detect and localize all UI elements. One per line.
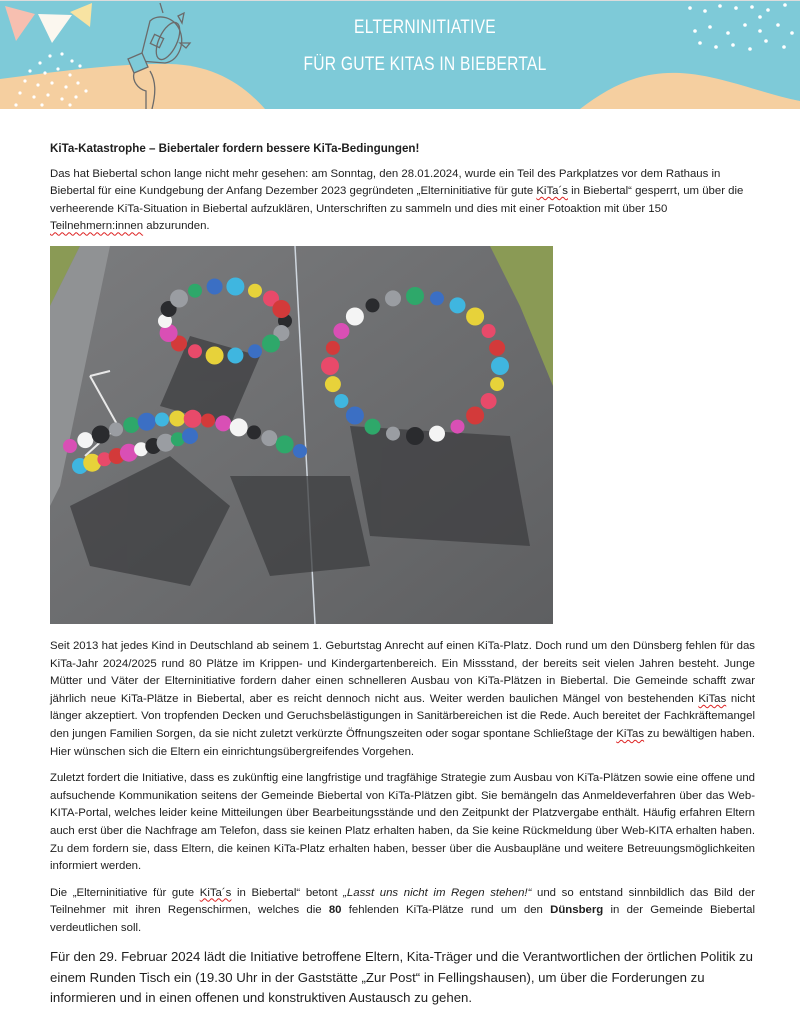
- umbrella: [261, 430, 277, 446]
- umbrella: [184, 410, 202, 428]
- umbrella: [206, 346, 224, 364]
- paragraph-1: [50, 638, 755, 761]
- umbrella: [226, 277, 244, 295]
- umbrella: [466, 307, 484, 325]
- umbrella: [366, 298, 380, 312]
- paragraph-3: [50, 885, 755, 938]
- banner-title-line1: ELTERNINITIATIVE: [354, 17, 496, 38]
- intro-text-1: Das hat Biebertal schon lange nicht mehr gesehen: am Sonntag, den 28.01.2024, wurde ein Teil des Parkplatzes vor dem Rathaus in Biebertal für eine Kundgebung der Anfang Dezember 2023 gegründeten „Elterninitiative für gute: [50, 167, 721, 198]
- umbrella: [334, 394, 348, 408]
- umbrella: [450, 297, 466, 313]
- umbrella: [77, 432, 93, 448]
- spellcheck-word: KiTas: [616, 727, 645, 740]
- paragraph-1-text-2: nicht länger akzeptiert. Von tropfenden Decken und Geruchsbelästigungen in Sanitärbereichen ist die Rede. Auch bereitet der Fachkräftemangel den jungen Familien Sorgen, da sie nicht zuletzt verkürzte Öffnungszeiten oder sogar spontane Schließtage der: [50, 692, 755, 740]
- bunting-icon: [5, 3, 92, 43]
- slogan-quote: „Lasst uns nicht im Regen stehen!“: [343, 886, 532, 899]
- umbrella: [227, 347, 243, 363]
- umbrella: [321, 357, 339, 375]
- umbrella: [201, 413, 215, 427]
- umbrella: [248, 344, 262, 358]
- umbrella: [466, 406, 484, 424]
- umbrella: [406, 427, 424, 445]
- article-body: [50, 140, 755, 1009]
- umbrella: [276, 435, 294, 453]
- paragraph-3-text-4: fehlenden KiTa-Plätze rund um den: [341, 904, 551, 917]
- umbrella: [155, 412, 169, 426]
- header-banner: [0, 0, 800, 109]
- article-headline: KiTa-Katastrophe – Biebertaler fordern bessere KiTa-Bedingungen!: [50, 142, 420, 155]
- umbrella: [385, 290, 401, 306]
- umbrella: [346, 307, 364, 325]
- intro-text-3: abzurunden.: [143, 220, 210, 233]
- umbrella: [293, 444, 307, 458]
- umbrella: [182, 428, 198, 444]
- umbrella: [346, 406, 364, 424]
- umbrella: [169, 410, 185, 426]
- umbrella: [262, 334, 280, 352]
- umbrella: [63, 439, 77, 453]
- umbrella: [230, 418, 248, 436]
- paragraph-3-text-1: Die „Elterninitiative für gute: [50, 886, 200, 899]
- spellcheck-word: KiTas: [698, 692, 727, 705]
- umbrella: [138, 413, 156, 431]
- sand-hill-right: [580, 73, 800, 109]
- umbrella: [491, 357, 509, 375]
- paragraph-1-text-1: Seit 2013 hat jedes Kind in Deutschland ab seinem 1. Geburtstag Anrecht auf einen KiTa-Platz. Doch rund um den Dünsberg fehlen für das KiTa-Jahr 2024/2025 rund 80 Plätze im Krippen- und Kindergartenbereich. Ein Missstand, der bereits seit vielen Jahren besteht. Junge Mütter und Väter der Elterninitiative fordern daher einen schnelleren Ausbau von KiTa-Plätzen in Biebertal. Die Gemeinde schafft zwar jährlich neue KiTa-Plätze in Biebertal, aber es reicht dennoch nicht aus. Weiter werden baulichen Mängel von bestehenden: [50, 639, 755, 705]
- umbrella: [248, 284, 262, 298]
- umbrella: [247, 425, 261, 439]
- umbrella: [489, 340, 505, 356]
- paragraph-3-text-3: und so entstand sinnbildlich das Bild der Teilnehmer mit ihren Regenschirmen, welches die: [50, 886, 755, 917]
- paragraph-3-text-2: in Biebertal“ betont: [231, 886, 344, 899]
- umbrella: [272, 300, 290, 318]
- umbrella: [123, 417, 139, 433]
- umbrella: [326, 341, 340, 355]
- umbrella: [386, 427, 400, 441]
- umbrella: [92, 425, 110, 443]
- umbrella: [430, 291, 444, 305]
- dots-right-decoration: [688, 3, 794, 51]
- missing-places-number: 80: [328, 904, 342, 917]
- umbrella: [325, 376, 341, 392]
- paragraph-3-text-5: in der Gemeinde Biebertal verdeutlichen soll.: [50, 904, 755, 934]
- umbrella: [109, 422, 123, 436]
- place-name: Dünsberg: [550, 904, 604, 917]
- umbrella: [188, 344, 202, 358]
- intro-text-2: in Biebertal“ gesperrt, um über die verheerende KiTa-Situation in Biebertal aufzuklären, Unterschriften zu sammeln und dies mit einer Fotoaktion mit über 150: [50, 185, 744, 215]
- umbrella: [365, 419, 381, 435]
- spellcheck-word: Teilnehmern:innen: [50, 220, 144, 233]
- umbrella-crowd-image: [50, 246, 553, 624]
- umbrella: [406, 287, 424, 305]
- paragraph-1-text-3: zu bewältigen haben. Hier wünschen sich die Eltern ein einrichtungsübergreifendes Vorgehen.: [50, 727, 755, 758]
- umbrella: [215, 415, 231, 431]
- spellcheck-word: KiTa´s: [199, 886, 232, 899]
- umbrella: [333, 323, 349, 339]
- umbrella: [188, 284, 202, 298]
- umbrella: [207, 278, 223, 294]
- banner-title-line2: FÜR GUTE KITAS IN BIEBERTAL: [303, 54, 547, 75]
- protest-photo: [50, 246, 553, 624]
- intro-paragraph: [50, 166, 755, 236]
- spellcheck-word: KiTa´s: [536, 185, 568, 198]
- umbrella: [170, 289, 188, 307]
- umbrella: [451, 420, 465, 434]
- umbrella: [482, 324, 496, 338]
- umbrella: [481, 393, 497, 409]
- umbrella: [490, 377, 504, 391]
- paragraph-4-invitation: Für den 29. Februar 2024 lädt die Initiative betroffene Eltern, Kita-Träger und die Verantwortlichen der örtlichen Politik zu einem Runden Tisch ein (19.30 Uhr in der Gaststätte „Zur Post“ in Fellingshausen), um über die Forderungen zu informieren und in einen offenen und konstruktiven Austausch zu gehen.: [50, 949, 753, 1006]
- paragraph-2: Zuletzt fordert die Initiative, dass es zukünftig eine langfristige und tragfähige Strategie zum Ausbau von KiTa-Plätzen sowie eine offene und aufsuchende Kommunikation seitens der Gemeinde Biebertal von KiTa-Plätzen gibt. Sie bemängeln das Anmeldeverfahren über das Web-KITA-Portal, welches leider keine Mitteilungen über Bearbeitungsstände und den Zeitpunkt der Platzvergabe enthält. Häufig erfahren Eltern auch erst über die Nachfrage am Telefon, dass sie keinen Platz erhalten haben, da Sie keine Rückmeldung über Web-KITA erhalten haben. Zu dem fordern sie, dass Eltern, die keinen KiTa-Platz erhalten haben, besser über die Ausbaupläne und weitere Betreuungsmöglichkeiten informiert werden.: [50, 772, 755, 873]
- umbrella: [429, 426, 445, 442]
